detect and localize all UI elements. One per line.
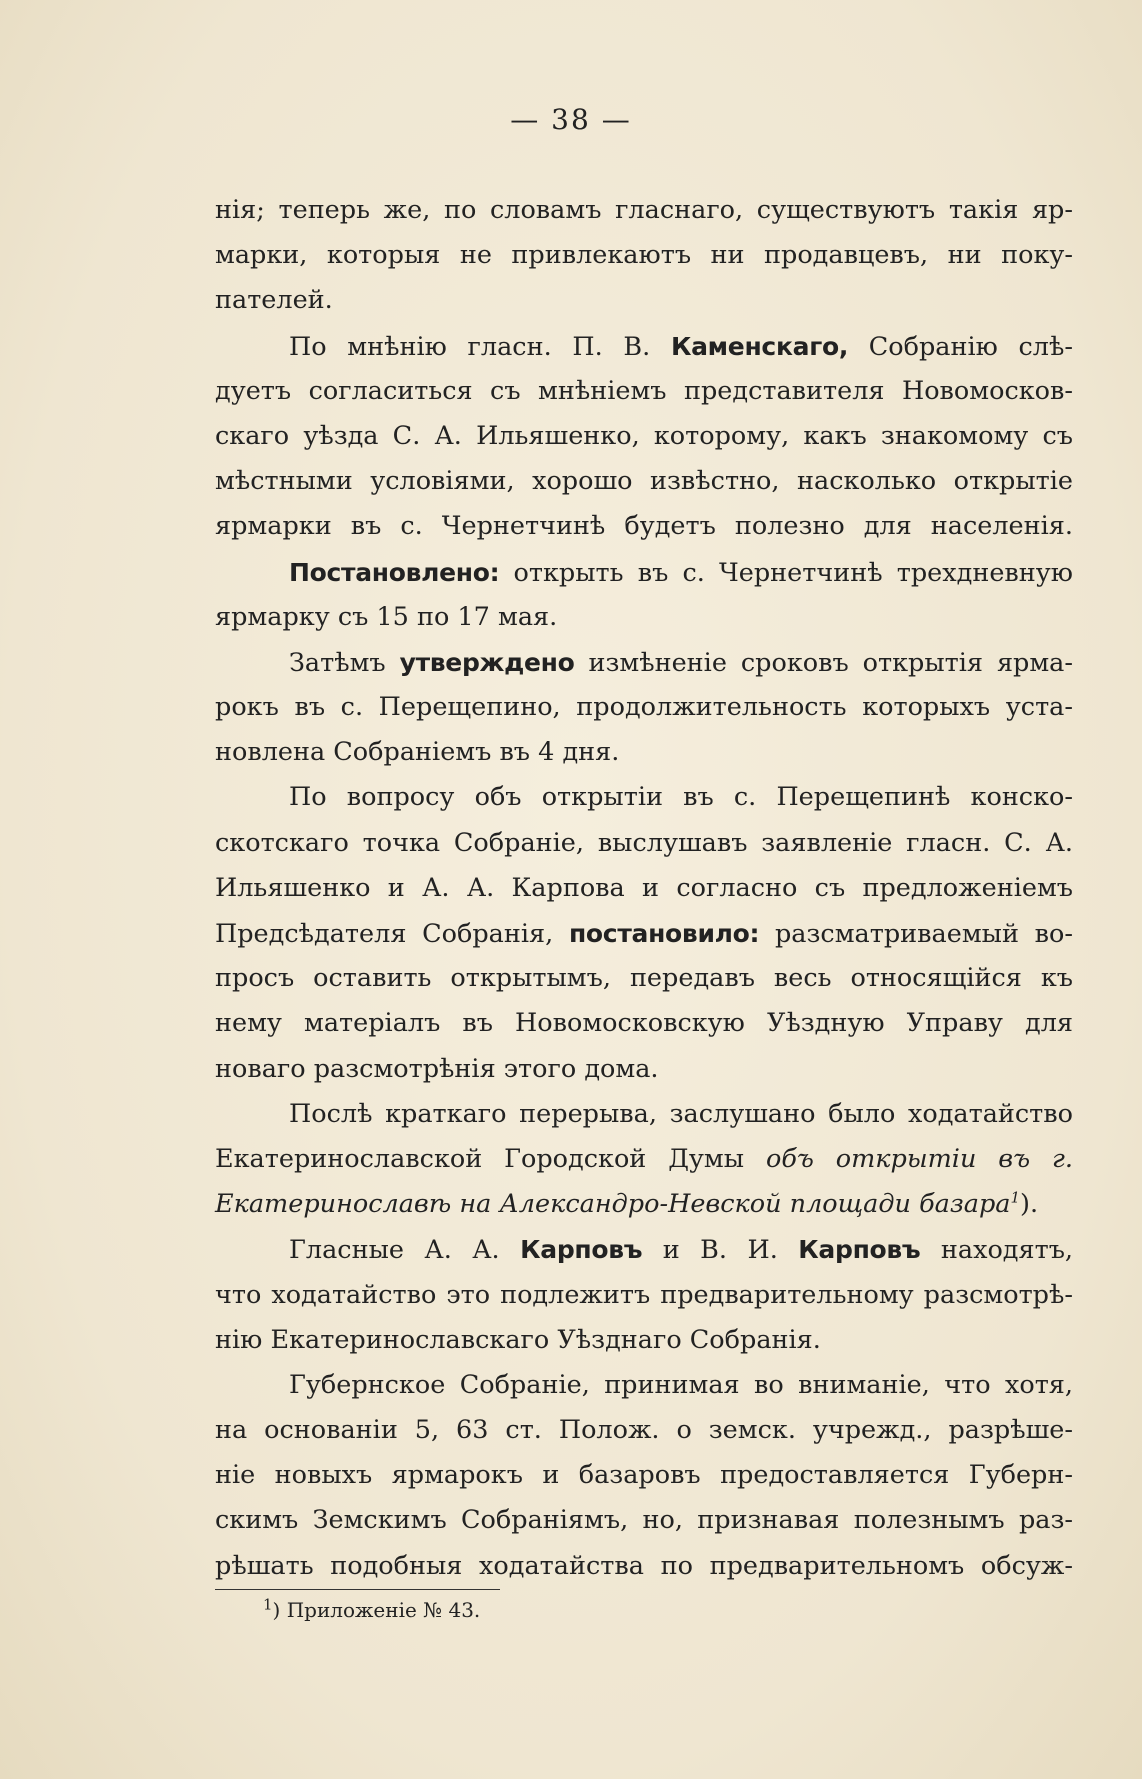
text-line: мѣстными условіями, хорошо извѣстно, насколько открытіе — [215, 466, 1073, 497]
text-line: ніе новыхъ ярмарокъ и базаровъ предоставляется Губерн- — [215, 1460, 1073, 1491]
text-line: Губернское Собраніе, принимая во вниманіе, что хотя, — [289, 1369, 1073, 1400]
bold-name: Карповъ — [798, 1235, 921, 1265]
footnote-text: ) Приложеніе № 43. — [272, 1598, 481, 1622]
text-line — [215, 1227, 1073, 1272]
text-span: находятъ, — [940, 1235, 1074, 1266]
text-line: ярмарки въ с. Чернетчинѣ будетъ полезно для населенія. — [215, 511, 1073, 542]
text-line: нія; теперь же, по словамъ гласнаго, существуютъ такія яр- — [215, 195, 1073, 225]
resolved-label: постановило: — [568, 919, 760, 948]
text-span: Гласные А. А. — [289, 1235, 500, 1266]
text-span: Затѣмъ — [289, 647, 386, 678]
text-line — [215, 911, 1073, 956]
italic-span: Екатеринославѣ на Александро-Невской площади базара — [215, 1189, 1011, 1220]
footnote-marker: 1 — [263, 1595, 273, 1614]
text-line: пателей. — [215, 285, 333, 316]
text-line: нію Екатеринославскаго Уѣзднаго Собранія. — [215, 1324, 821, 1355]
text-line: нему матеріалъ въ Новомосковскую Уѣздную Управу для — [215, 1008, 1073, 1039]
text-span: разсматриваемый во- — [774, 919, 1073, 949]
text-line: просъ оставить открытымъ, передавъ весь относящійся къ — [215, 963, 1073, 994]
text-line: рокъ въ с. Перещепино, продолжительность которыхъ уста- — [215, 692, 1073, 723]
text-line: новаго разсмотрѣнія этого дома. — [215, 1053, 659, 1084]
text-span: ). — [1020, 1189, 1039, 1220]
text-span: Екатеринославской Городской Думы — [215, 1143, 745, 1174]
text-line: ярмарку съ 15 по 17 мая. — [215, 601, 558, 632]
text-line: дуетъ согласиться съ мнѣніемъ представителя Новомосков- — [215, 375, 1073, 406]
bold-name: Карповъ — [520, 1235, 643, 1265]
text-line: По вопросу объ открытіи въ с. Перещепинѣ конско- — [289, 782, 1073, 813]
text-line: марки, которыя не привлекаютъ ни продавцевъ, ни поку- — [215, 240, 1073, 271]
text-line: скотскаго точка Собраніе, выслушавъ заявленіе гласн. С. А. — [215, 827, 1073, 858]
text-line — [215, 550, 1073, 595]
text-line: что ходатайство это подлежитъ предварительному разсмотрѣ- — [215, 1279, 1073, 1310]
bold-name: Каменскаго, — [670, 331, 849, 361]
text-span: Предсѣдателя Собранія, — [215, 919, 554, 949]
resolution-label: Постановлено: — [289, 557, 500, 587]
approved-label: утверждено — [399, 647, 575, 677]
text-line: скаго уѣзда С. А. Ильяшенко, которому, какъ знакомому съ — [215, 420, 1073, 451]
text-span: и В. И. — [662, 1235, 778, 1266]
footnote — [263, 1593, 480, 1627]
text-line: скимъ Земскимъ Собраніямъ, но, признавая полезнымъ раз- — [215, 1505, 1073, 1536]
body-text — [215, 188, 1073, 1589]
page-number: — 38 — — [510, 103, 632, 136]
text-line — [215, 640, 1073, 685]
text-span: измѣненіе сроковъ открытія ярма- — [588, 647, 1074, 678]
text-line: Ильяшенко и А. А. Карпова и согласно съ предложеніемъ — [215, 872, 1073, 903]
text-span: открыть въ с. Чернетчинѣ трехдневную — [513, 557, 1073, 588]
footnote-ref: 1 — [1010, 1188, 1021, 1207]
footnote-divider — [215, 1589, 500, 1590]
text-line: Послѣ краткаго перерыва, заслушано было ходатайство — [289, 1098, 1073, 1129]
text-span: По мнѣнію гласн. П. В. — [289, 331, 651, 362]
text-span: Собранію слѣ- — [868, 331, 1073, 362]
text-line — [215, 1137, 1073, 1182]
text-line — [215, 324, 1073, 369]
italic-span: объ открытіи въ г. — [765, 1143, 1074, 1174]
text-line: на основаніи 5, 63 ст. Полож. о земск. учрежд., разрѣше- — [215, 1415, 1073, 1446]
text-line — [215, 1182, 1073, 1227]
text-line: новлена Собраніемъ въ 4 дня. — [215, 737, 620, 768]
text-line: рѣшать подобныя ходатайства по предварительномъ обсуж- — [215, 1550, 1073, 1581]
